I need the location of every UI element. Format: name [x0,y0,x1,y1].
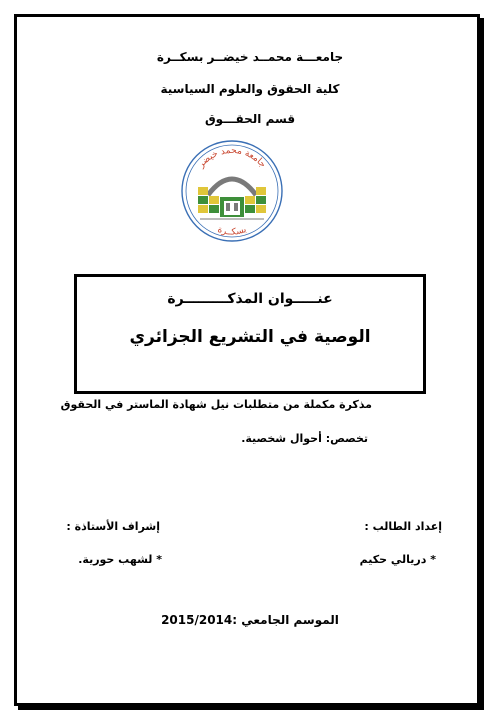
thesis-title-label: عنـــــوان المذكـــــــــرة [167,291,333,307]
supervised-by-label: إشراف الأستاذة : [66,520,160,533]
thesis-title: الوصية في التشريع الجزائري [129,327,371,347]
academic-year: الموسم الجامعي :2015/2014 [161,613,339,627]
memo-description: مذكرة مكملة من متطلبات نيل شهادة الماستر في الحقوق [60,398,372,411]
logo-top-text: جامعة محمد خيضر [196,145,268,170]
specialization: تخصص: أحوال شخصية. [241,432,368,445]
department-name: قسم الحقـــوق [204,112,296,126]
supervisor-name: * لشهب حورية. [78,553,162,566]
student-name: * دريالي حكيم [359,553,436,566]
logo-bottom-text: بسكــرة [216,224,248,238]
university-name: جامعـــة محمــد خيضــر بسكــرة [156,50,344,64]
prepared-by-label: إعداد الطالب : [364,520,442,533]
faculty-name: كلية الحقوق والعلوم السياسية [160,82,340,96]
university-logo-icon [180,135,284,251]
thesis-title-box [74,274,426,394]
